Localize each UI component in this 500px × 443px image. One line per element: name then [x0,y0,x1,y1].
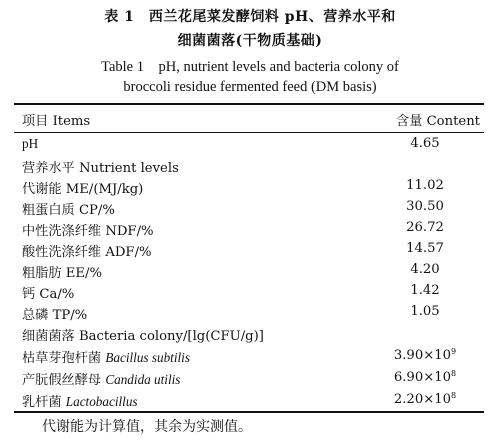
table-row [0,178,500,199]
table-row [0,199,500,220]
row-value: 14.57 [406,241,444,256]
row-label: 粗脂肪 EE/% [22,266,102,281]
row-label: 钙 Ca/% [22,287,75,302]
table-row [0,391,500,412]
row-label: 中性洗涤纤维 NDF/% [22,224,154,239]
value-base: 6.90×10 [393,370,452,385]
species-latin: Candida utilis [105,372,181,387]
species-zh: 枯草芽孢杆菌 [22,351,102,366]
row-label [22,369,180,388]
table-row [0,347,500,368]
row-value [370,391,480,407]
row-label [22,391,138,410]
row-label: 酸性洗涤纤维 ADF/% [22,245,152,260]
table-row [0,220,500,241]
table-row [0,369,500,390]
table-footnote: 代谢能为计算值，其余为实测值。 [42,419,252,435]
value-exponent: 8 [451,369,457,378]
row-label: 总磷 TP/% [22,308,88,323]
row-value: 4.20 [410,262,440,277]
table-row [0,136,500,157]
table-row [0,241,500,262]
row-label: 营养水平 Nutrient levels [22,161,179,176]
table-header-row [0,110,500,131]
row-value [370,347,480,363]
header-content: 含量 Content [396,114,480,129]
caption-zh-line-1: 表 1 西兰花尾菜发酵饲料 pH、营养水平和 [104,9,396,25]
species-zh: 乳杆菌 [22,395,62,410]
row-label: pH [22,136,39,151]
table-row [0,157,500,178]
table-header-rule [14,132,484,133]
value-base: 2.20×10 [393,392,452,407]
caption-en-line-2: broccoli residue fermented feed (DM basis) [123,79,377,95]
table-row [0,262,500,283]
table-bottom-rule [14,411,484,413]
row-value: 1.42 [410,283,440,298]
row-value [370,369,480,385]
header-items: 项目 Items [22,114,91,129]
species-latin: Bacillus subtilis [105,350,190,365]
table-top-rule [14,103,484,105]
table-row [0,325,500,346]
table-row [0,283,500,304]
row-value: 26.72 [406,220,444,235]
row-label: 细菌菌落 Bacteria colony/[lg(CFU/g)] [22,329,264,344]
row-value: 1.05 [410,304,440,319]
caption-zh-line-2: 细菌菌落(干物质基础) [177,33,323,49]
value-exponent: 9 [451,347,457,356]
row-value: 4.65 [410,136,440,151]
species-latin: Lactobacillus [65,394,138,409]
value-exponent: 8 [451,391,457,400]
row-label: 代谢能 ME/(MJ/kg) [22,182,144,197]
caption-en-line-1: Table 1 pH, nutrient levels and bacteria colony of [101,59,399,75]
row-label: 粗蛋白质 CP/% [22,203,115,218]
table-row [0,304,500,325]
row-value: 30.50 [406,199,444,214]
species-zh: 产朊假丝酵母 [22,373,102,388]
row-label [22,347,190,366]
row-value: 11.02 [406,178,444,193]
value-base: 3.90×10 [393,348,452,363]
